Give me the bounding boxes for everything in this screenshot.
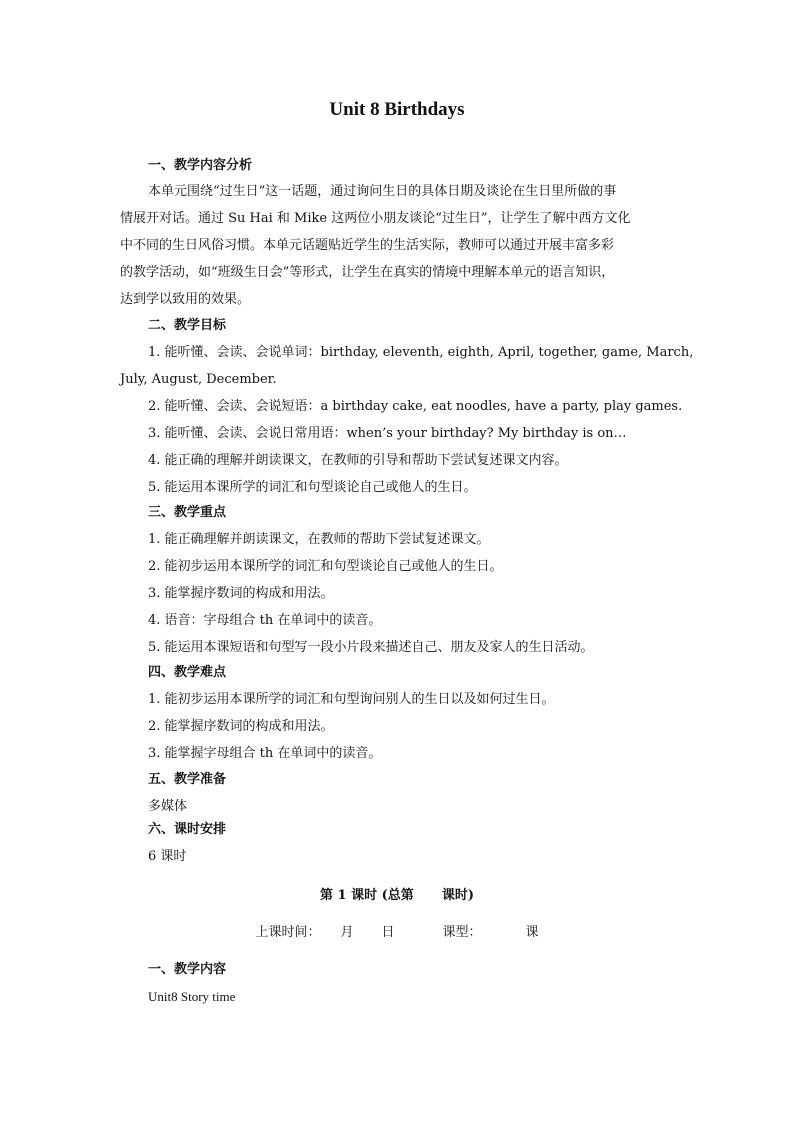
paragraph-line: 本单元围绕“过生日”这一话题，通过询问生日的具体日期及谈论在生日里所做的事	[148, 184, 617, 199]
section-body: Unit8 Story time	[148, 989, 236, 1004]
list-item: 5. 能运用本课所学的词汇和句型谈论自己或他人的生日。	[148, 480, 477, 495]
list-item-continuation: July, August, December.	[120, 372, 277, 387]
list-item: 2. 能初步运用本课所学的词汇和句型谈论自己或他人的生日。	[148, 559, 503, 574]
lesson-heading-start: 第 1 课时 (总第	[320, 888, 414, 903]
list-item: 1. 能正确理解并朗读课文，在教师的帮助下尝试复述课文。	[148, 532, 490, 547]
class-time-label: 上课时间：	[255, 925, 321, 940]
section-heading-preparation: 五、教学准备	[148, 772, 227, 787]
section-body: 6 课时	[148, 849, 187, 864]
paragraph-line: 情展开对话。通过 Su Hai 和 Mike 这两位小朋友谈论“过生日”，让学生了解中西方文化	[120, 211, 631, 226]
list-item: 2. 能听懂、会读、会说短语：a birthday cake, eat noodles, have a party, play games.	[148, 399, 683, 414]
section-heading-schedule: 六、课时安排	[148, 822, 227, 837]
document-title: Unit 8 Birthdays	[329, 99, 465, 120]
list-item: 3. 能听懂、会读、会说日常用语：when’s your birthday? My birthday is on…	[148, 426, 627, 441]
lesson-info-line	[0, 924, 794, 942]
lesson-heading	[0, 887, 794, 905]
paragraph-line: 中不同的生日风俗习惯。本单元话题贴近学生的生活实际，教师可以通过开展丰富多彩	[120, 238, 615, 253]
section-heading-key-points: 三、教学重点	[148, 505, 227, 520]
list-item: 5. 能运用本课短语和句型写一段小片段来描述自己、朋友及家人的生日活动。	[148, 640, 594, 655]
list-item: 3. 能掌握字母组合 th 在单词中的读音。	[148, 746, 382, 761]
paragraph-line: 达到学以致用的效果。	[120, 292, 251, 307]
day-label: 日	[381, 925, 395, 940]
list-item: 4. 语音：字母组合 th 在单词中的读音。	[148, 613, 382, 628]
list-item: 2. 能掌握序数词的构成和用法。	[148, 719, 334, 734]
section-heading-difficulties: 四、教学难点	[148, 665, 227, 680]
section-body: 多媒体	[148, 799, 188, 814]
list-item: 3. 能掌握序数词的构成和用法。	[148, 586, 334, 601]
list-item: 4. 能正确的理解并朗读课文，在教师的引导和帮助下尝试复述课文内容。	[148, 453, 568, 468]
lesson-type-label: 课型：	[442, 925, 482, 940]
paragraph-line: 的教学活动，如“班级生日会”等形式，让学生在真实的情境中理解本单元的语言知识，	[120, 265, 615, 280]
section-heading-content-analysis: 一、教学内容分析	[148, 158, 253, 173]
section-heading-objectives: 二、教学目标	[148, 318, 227, 333]
list-item: 1. 能初步运用本课所学的词汇和句型询问别人的生日以及如何过生日。	[148, 692, 555, 707]
section-heading-teaching-content: 一、教学内容	[148, 962, 227, 977]
lesson-type-suffix: 课	[525, 925, 539, 940]
list-item: 1. 能听懂、会读、会说单词：birthday, eleventh, eighth, April, together, game, March,	[148, 345, 694, 360]
month-label: 月	[340, 925, 354, 940]
lesson-heading-end: 课时)	[441, 888, 474, 903]
